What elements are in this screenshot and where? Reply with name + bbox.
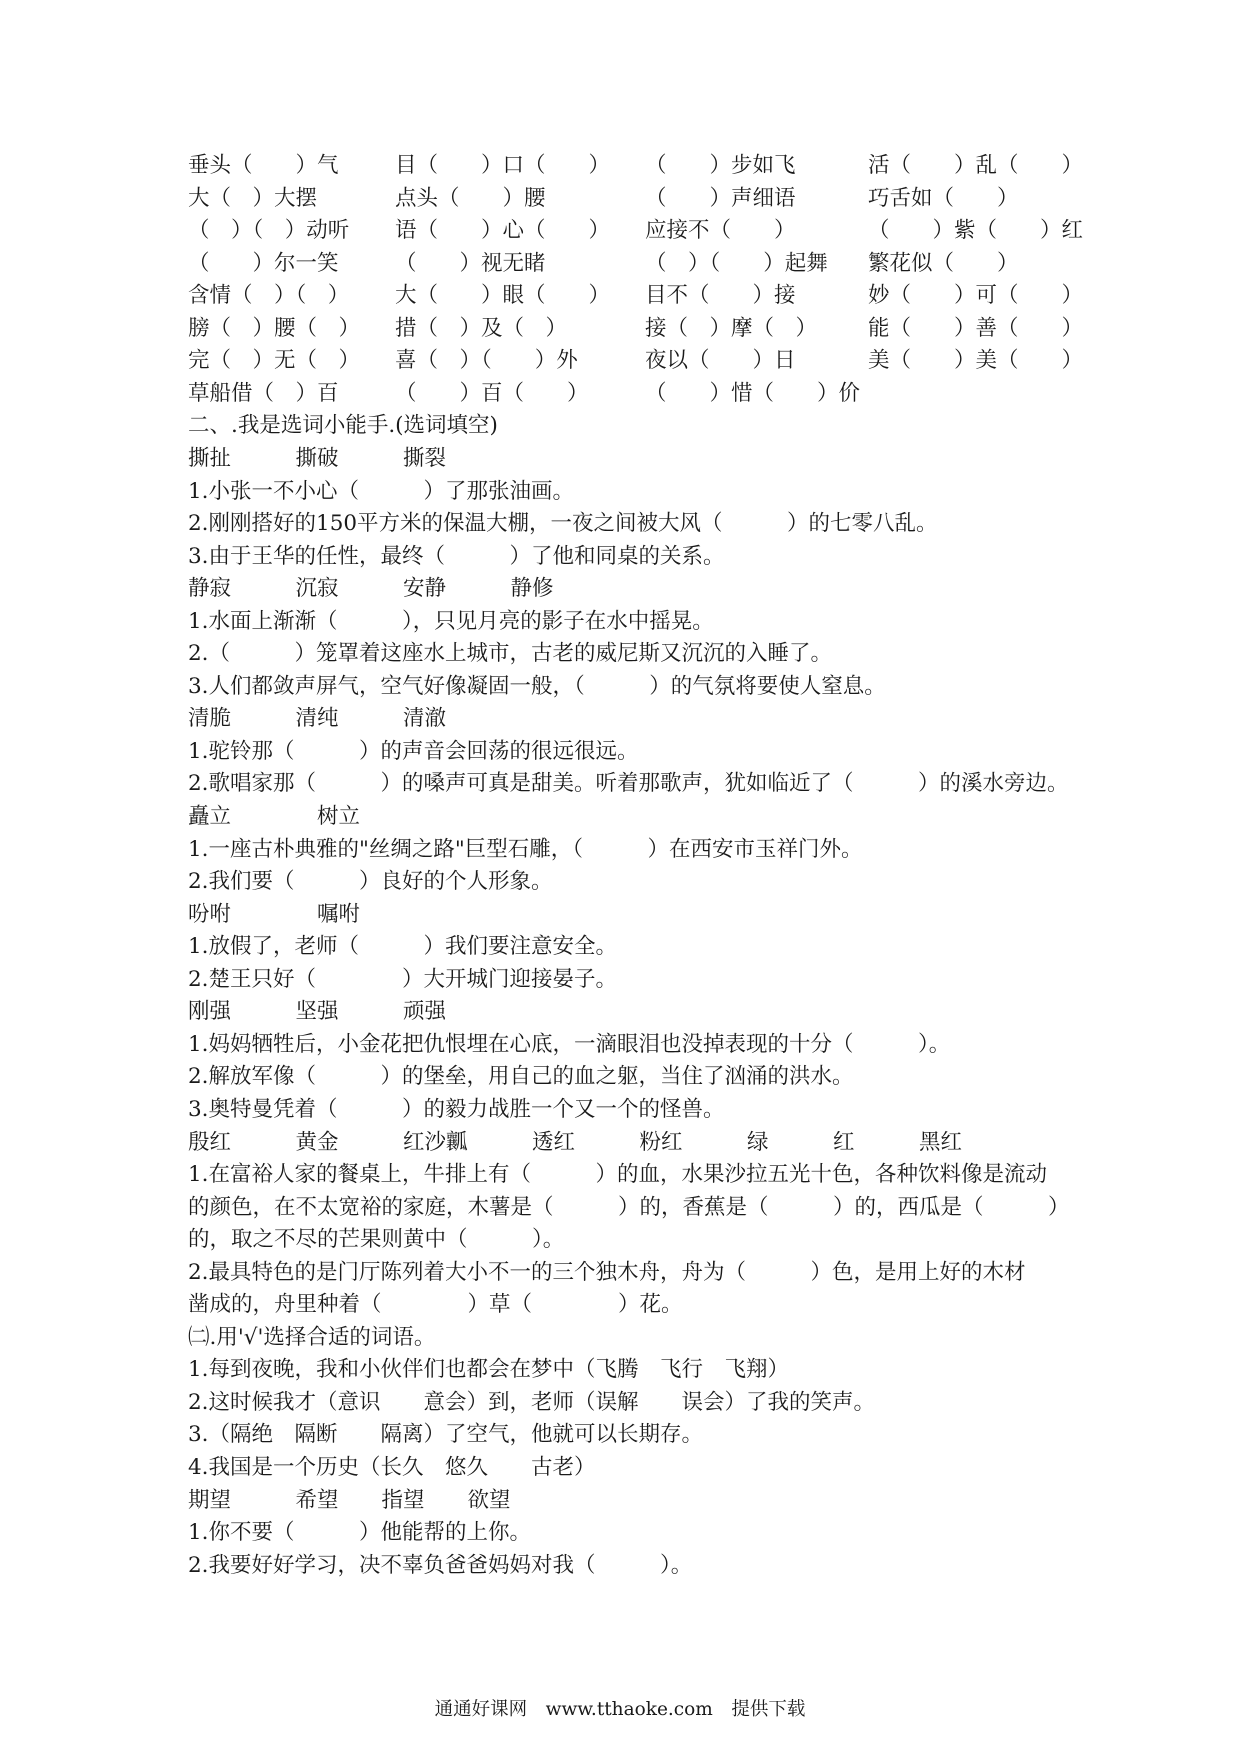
idiom-row	[0, 183, 1240, 215]
line-text: 2.这时候我才（意识 意会）到，老师（误解 误会）了我的笑声。	[188, 1389, 876, 1415]
line-text: 1.妈妈牺牲后，小金花把仇恨埋在心底，一滴眼泪也没掉表现的十分（ ）。	[188, 1031, 951, 1057]
line-text: 2.（ ）笼罩着这座水上城市，古老的威尼斯又沉沉的入睡了。	[188, 641, 833, 667]
line-text: 3.人们都敛声屏气，空气好像凝固一般，（ ）的气氛将要使人窒息。	[188, 673, 886, 699]
idiom-item: （ ）百（ ）	[395, 380, 589, 406]
line-text: 3.奥特曼凭着（ ）的毅力战胜一个又一个的怪兽。	[188, 1096, 725, 1122]
idiom-row	[0, 248, 1240, 280]
idiom-item: 繁花似（ ）	[868, 250, 1019, 276]
idiom-item: 美（ ）美（ ）	[868, 348, 1084, 374]
idiom-item: 能（ ）善（ ）	[868, 315, 1084, 341]
line-text: 吩咐 嘱咐	[188, 901, 361, 927]
idiom-item: 目不（ ）接	[645, 283, 796, 309]
idiom-item: 完（ ）无（ ）	[188, 348, 361, 374]
idiom-item: 草船借（ ）百	[188, 380, 339, 406]
idiom-item: （ ）步如飞	[645, 153, 796, 178]
line-text: 1.每到夜晚，我和小伙伴们也都会在梦中（飞腾 飞行 飞翔）	[188, 1357, 790, 1383]
line-text: 3.（隔绝 隔断 隔离）了空气，他就可以长期存。	[188, 1422, 704, 1448]
idiom-item: 应接不（ ）	[645, 218, 796, 244]
idiom-item: 妙（ ）可（ ）	[868, 283, 1084, 309]
idiom-item: 目（ ）口（ ）	[395, 153, 611, 178]
line-text: 2.解放军像（ ）的堡垒，用自己的血之躯，当住了汹涌的洪水。	[188, 1064, 854, 1090]
idiom-row	[0, 345, 1240, 377]
idiom-item: （ ）（ ）动听	[188, 218, 350, 244]
line-text: 凿成的，舟里种着（ ）草（ ）花。	[188, 1292, 683, 1318]
idiom-item: 大（ ）眼（ ）	[395, 283, 611, 309]
line-text: 刚强 坚强 顽强	[188, 999, 447, 1025]
idiom-item: 垂头（ ）气	[188, 153, 339, 178]
line-text: 2.我们要（ ）良好的个人形象。	[188, 869, 553, 895]
idiom-item: 点头（ ）腰	[395, 185, 546, 211]
line-text: 矗立 树立	[188, 804, 361, 829]
line-text: 1.你不要（ ）他能帮的上你。	[188, 1520, 532, 1546]
idiom-item: 接（ ）摩（ ）	[645, 315, 818, 341]
line-text: ㈡.用'√'选择合适的词语。	[188, 1324, 436, 1350]
idiom-item: （ ）尔一笑	[188, 250, 339, 276]
line-text: 清脆 清纯 清澈	[188, 706, 447, 732]
idiom-item: （ ）声细语	[645, 185, 796, 211]
line-text: 2.最具特色的是门厅陈列着大小不一的三个独木舟，舟为（ ）色，是用上好的木材	[188, 1259, 1026, 1285]
idiom-item: 巧舌如（ ）	[868, 185, 1019, 211]
idiom-item: 语（ ）心（ ）	[395, 218, 611, 244]
line-text: 1.水面上渐渐（ ），只见月亮的影子在水中摇晃。	[188, 608, 714, 634]
line-text: 的颜色，在不太宽裕的家庭，木薯是（ ）的，香蕉是（ ）的，西瓜是（ ）	[188, 1194, 1070, 1220]
idiom-item: 膀（ ）腰（ ）	[188, 315, 361, 341]
line-text: 3.由于王华的任性，最终（ ）了他和同桌的关系。	[188, 543, 725, 569]
line-text: 2.刚刚搭好的150平方米的保温大棚，一夜之间被大风（ ）的七零八乱。	[188, 511, 938, 537]
line-text: 1.在富裕人家的餐桌上，牛排上有（ ）的血，水果沙拉五光十色，各种饮料像是流动	[188, 1162, 1048, 1188]
line-text: 1.驼铃那（ ）的声音会回荡的很远很远。	[188, 738, 639, 764]
idiom-row	[0, 280, 1240, 312]
idiom-item: 大（ ）大摆	[188, 185, 318, 211]
idiom-row	[0, 150, 1240, 182]
idiom-item: （ ）紫（ ）红	[868, 218, 1084, 244]
footer-watermark: 通通好课网 www.tthaoke.com 提供下载	[434, 1699, 806, 1720]
line-text: 4.我国是一个历史（长久 悠久 古老）	[188, 1455, 596, 1480]
line-text: 2.我要好好学习，决不辜负爸爸妈妈对我（ ）。	[188, 1552, 693, 1578]
line-text: 二、.我是选词小能手.(选词填空)	[188, 413, 498, 439]
line-text: 的，取之不尽的芒果则黄中（ ）。	[188, 1227, 565, 1253]
line-text: 1.一座古朴典雅的"丝绸之路"巨型石雕，（ ）在西安市玉祥门外。	[188, 836, 863, 862]
line-text: 期望 希望 指望 欲望	[188, 1487, 511, 1513]
line-text: 2.楚王只好（ ）大开城门迎接晏子。	[188, 966, 618, 992]
line-text: 撕扯 撕破 撕裂	[188, 445, 447, 471]
idiom-row	[0, 215, 1240, 247]
idiom-item: 含情（ ）（ ）	[188, 283, 350, 309]
idiom-item: 活（ ）乱（ ）	[868, 153, 1084, 178]
idiom-item: （ ）视无睹	[395, 250, 546, 276]
idiom-item: 措（ ）及（ ）	[395, 315, 568, 341]
line-text: 静寂 沉寂 安静 静修	[188, 576, 554, 602]
idiom-row	[0, 313, 1240, 345]
idiom-item: （ ）惜（ ）价	[645, 380, 861, 406]
idiom-row	[0, 378, 1240, 410]
line-text: 殷红 黄金 红沙瓤 透红 粉红 绿 红 黑红	[188, 1129, 963, 1155]
idiom-item: （ ）（ ）起舞	[645, 250, 828, 276]
idiom-item: 夜以（ ）日	[645, 348, 796, 374]
line-text: 1.放假了，老师（ ）我们要注意安全。	[188, 934, 618, 960]
line-text: 2.歌唱家那（ ）的嗓声可真是甜美。听着那歌声，犹如临近了（ ）的溪水旁边。	[188, 771, 1069, 797]
line-text: 1.小张一不小心（ ）了那张油画。	[188, 478, 575, 504]
idiom-item: 喜（ ）（ ）外	[395, 348, 578, 374]
